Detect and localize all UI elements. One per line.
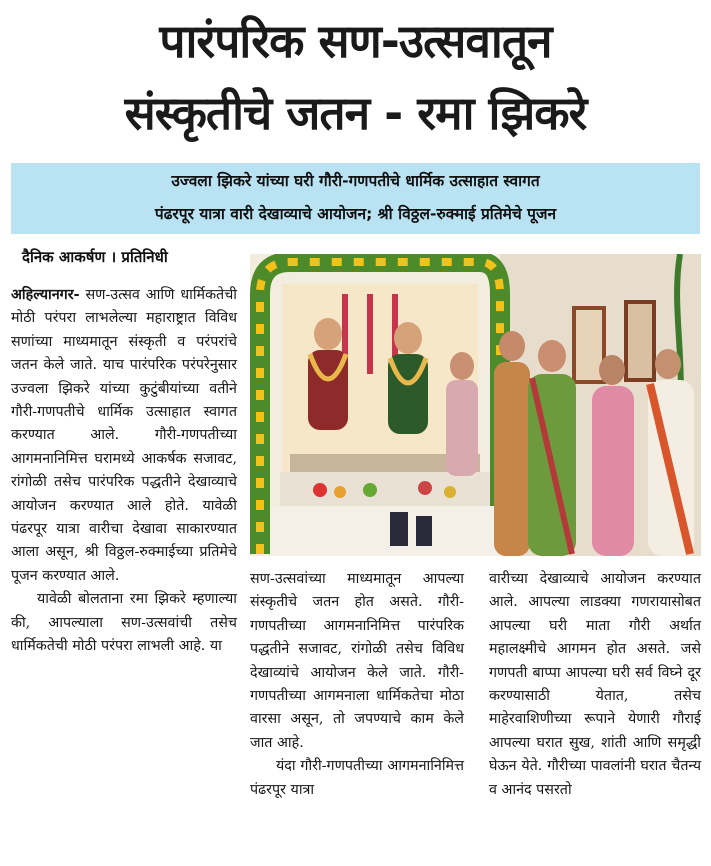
headline-line-2: संस्कृतीचे जतन - रमा झिकरे	[124, 86, 587, 140]
dateline: अहिल्यानगर-	[11, 287, 80, 303]
article-paragraph	[11, 284, 237, 588]
article-column-2	[250, 568, 464, 802]
article-paragraph: यंदा गौरी-गणपतीच्या आगमनानिमित्त पंढरपूर यात्रा	[250, 758, 464, 798]
event-photo-illustration	[250, 254, 701, 556]
headline-line-1: पारंपरिक सण-उत्सवातून	[159, 14, 552, 68]
subheadline-line-1: उज्वला झिकरे यांच्या घरी गौरी-गणपतीचे धार्मिक उत्साहात स्वागत	[171, 172, 540, 190]
article-column-3	[489, 568, 701, 802]
article-paragraph: यावेळी बोलताना रमा झिकरे म्हणाल्या की, आपल्याला सण-उत्सवांची तसेच धार्मिकतेची मोठी परंपरा लाभली आहे. या	[11, 591, 237, 655]
byline: दैनिक आकर्षण । प्रतिनिधी	[22, 248, 168, 266]
paragraph-text: सण-उत्सव आणि धार्मिकतेची मोठी परंपरा लाभलेल्या महाराष्ट्रात विविध सणांच्या माध्यमातून संस्कृती व परंपरांचे जतन केले जाते. याच पारंपरिक परंपरेनुसार उज्वला झिकरे यांच्या कुटुंबीयांच्या वतीने गौरी-गणपतीचे धार्मिक उत्साहात स्वागत करण्यात आले. गौरी-गणपतीच्या आगमनानिमित्त घरामध्ये आकर्षक सजावट, रांगोळी तसेच पारंपरिक पद्धतीने देखाव्याचे आयोजन करण्यात आले होते. यावेळी पंढरपूर यात्रा वारीचा देखावा साकारण्यात आला असून, श्री विठ्ठल-रुक्माईच्या प्रतिमेचे पूजन करण्यात आले.	[11, 287, 237, 584]
subheadline-box	[11, 163, 700, 234]
article-column-1	[11, 284, 237, 659]
article-paragraph: वारीच्या देखाव्याचे आयोजन करण्यात आले. आपल्या लाडक्या गणरायासोबत आपल्या घरी माता गौरी अर्थात महालक्ष्मीचे आगमन होत असते. जसे गणपती बाप्पा आपल्या घरी सर्व विघ्ने दूर करण्यासाठी येतात, तसेच माहेरवाशिणीच्या रूपाने येणारी गौराई आपल्या घरात सुख, शांती आणि समृद्धी घेऊन येते. गौरीच्या पावलांनी घरात चैतन्य व आनंद पसरतो	[489, 571, 701, 798]
event-photo	[250, 254, 701, 556]
subheadline-line-2: पंढरपूर यात्रा वारी देखाव्याचे आयोजन; श्री विठ्ठल-रुक्माई प्रतिमेचे पूजन	[154, 205, 557, 223]
article-paragraph: सण-उत्सवांच्या माध्यमातून आपल्या संस्कृतीचे जतन होत असते. गौरी-गणपतीच्या आगमनानिमित्त पारंपरिक पद्धतीने सजावट, रांगोळी तसेच विविध देखाव्यांचे आयोजन केले जाते. गौरी-गणपतीच्या आगमनाला धार्मिकतेचा मोठा वारसा असून, तो जपण्याचे काम केले जात आहे.	[250, 571, 464, 751]
